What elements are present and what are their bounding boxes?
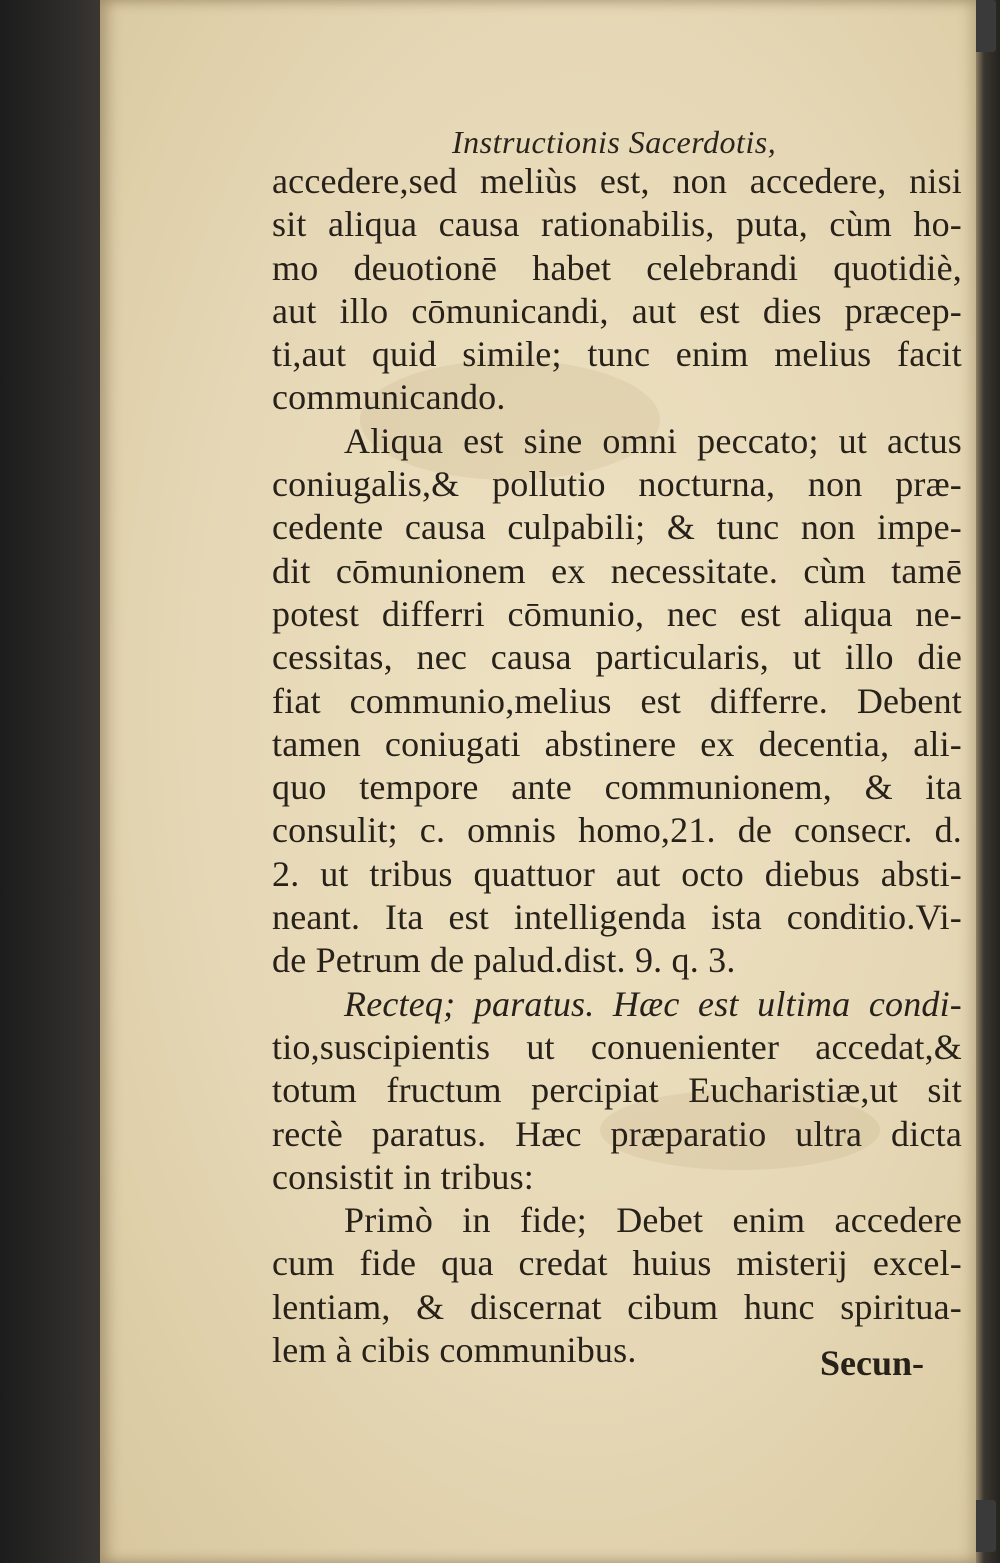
text-line: coniugalis,& pollutio nocturna, non præ- bbox=[272, 464, 962, 505]
text-line: 2. ut tribus quattuor aut octo diebus absti- bbox=[272, 853, 962, 894]
text-line: cedente causa culpabili; & tunc non impe- bbox=[272, 507, 962, 548]
text-line: neant. Ita est intelligenda ista conditio.Vi- bbox=[272, 897, 962, 938]
text-line: rectè paratus. Hæc præparatio ultra dicta bbox=[272, 1113, 962, 1154]
text-line: potest differri cōmunio, nec est aliqua ne- bbox=[272, 593, 962, 634]
text-line: totum fructum percipiat Eucharistiæ,ut sit bbox=[272, 1070, 962, 1111]
body-text bbox=[272, 160, 962, 1372]
text-line: ti,aut quid simile; tunc enim melius facit bbox=[272, 334, 962, 375]
running-title: Instructionis Sacerdotis, bbox=[452, 124, 777, 160]
text-line: accedere,sed meliùs est, non accedere, nisi bbox=[272, 161, 962, 201]
text-line: aut illo cōmunicandi, aut est dies præcep- bbox=[272, 290, 962, 331]
text-line: Primò in fide; Debet enim accedere bbox=[344, 1200, 962, 1241]
text-line: quo tempore ante communionem, & ita bbox=[272, 767, 962, 808]
text-line: consistit in tribus: bbox=[272, 1156, 535, 1197]
text-line: mo deuotionē habet celebrandi quotidiè, bbox=[272, 247, 962, 288]
text-line: tamen coniugati abstinere ex decentia, ali- bbox=[272, 723, 962, 764]
text-line: lentiam, & discernat cibum hunc spiritua- bbox=[272, 1286, 962, 1327]
text-line: fiat communio,melius est differre. Debent bbox=[272, 680, 962, 721]
text-line: consulit; c. omnis homo,21. de consecr. d. bbox=[272, 810, 962, 851]
text-line: communicando. bbox=[272, 377, 506, 418]
left-background bbox=[0, 0, 100, 1563]
text-line: Aliqua est sine omni peccato; ut actus bbox=[344, 420, 962, 461]
text-line: tio,suscipientis ut conuenienter accedat,& bbox=[272, 1026, 962, 1067]
text-line: cum fide qua credat huius misterij excel- bbox=[272, 1243, 962, 1284]
catchword: Secun- bbox=[820, 1343, 925, 1383]
text-line: Recteq; paratus. Hæc est ultima condi- bbox=[344, 983, 962, 1024]
text-line: cessitas, nec causa particularis, ut illo die bbox=[272, 637, 962, 678]
text-line: lem à cibis communibus. bbox=[272, 1330, 637, 1371]
text-line: sit aliqua causa rationabilis, puta, cùm ho- bbox=[272, 204, 962, 245]
text-line: dit cōmunionem ex necessitate. cùm tamē bbox=[272, 550, 962, 591]
text-line: de Petrum de palud.dist. 9. q. 3. bbox=[272, 940, 736, 981]
